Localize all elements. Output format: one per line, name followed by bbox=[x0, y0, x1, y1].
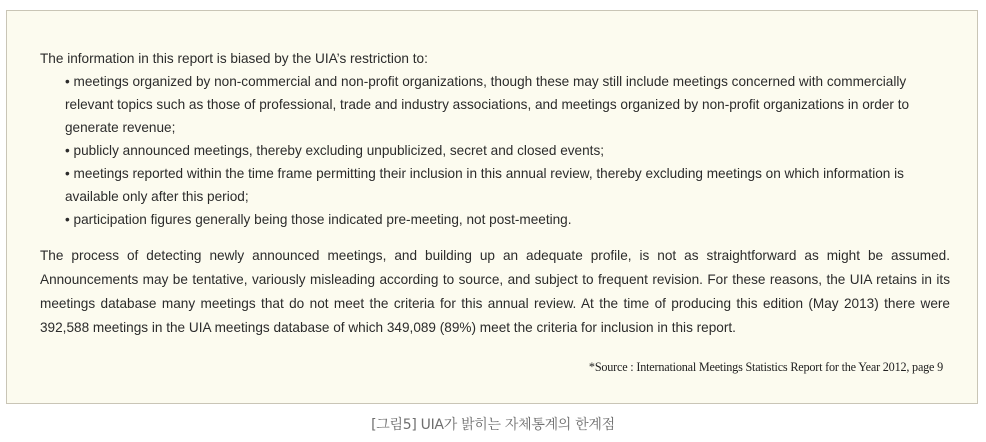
intro-text: The information in this report is biased by the UIA’s restriction to: bbox=[40, 51, 428, 66]
restriction-list bbox=[65, 70, 951, 231]
list-item: • publicly announced meetings, thereby excluding unpublicized, secret and closed events; bbox=[65, 143, 605, 158]
figure-caption: [그림5] UIA가 밝히는 자체통계의 한계점 bbox=[371, 417, 615, 433]
list-item: • meetings reported within the time frame permitting their inclusion in this annual review, thereby excluding meetings on which information is available only after this period; bbox=[65, 166, 904, 204]
list-item: • participation figures generally being those indicated pre-meeting, not post-meeting. bbox=[65, 212, 572, 227]
text-panel bbox=[6, 10, 978, 404]
source-note: *Source : International Meetings Statistics Report for the Year 2012, page 9 bbox=[588, 360, 943, 374]
list-item: • meetings organized by non-commercial and non-profit organizations, though these may still include meetings concerned with commercially relevant topics such as those of professional, trade and industry associations, and meetings organized by non-profit organizations in order to generate revenue; bbox=[65, 74, 910, 135]
body-paragraph: The process of detecting newly announced meetings, and building up an adequate profile, is not as straightforward as might be assumed. Announcements may be tentative, variously misleading according to source, and subject to frequent revision. For these reasons, the UIA retains in its meetings database many meetings that do not meet the criteria for this annual review. At the time of producing this edition (May 2013) there were 392,588 meetings in the UIA meetings database of which 349,089 (89%) meet the criteria for inclusion in this report. bbox=[40, 248, 950, 335]
